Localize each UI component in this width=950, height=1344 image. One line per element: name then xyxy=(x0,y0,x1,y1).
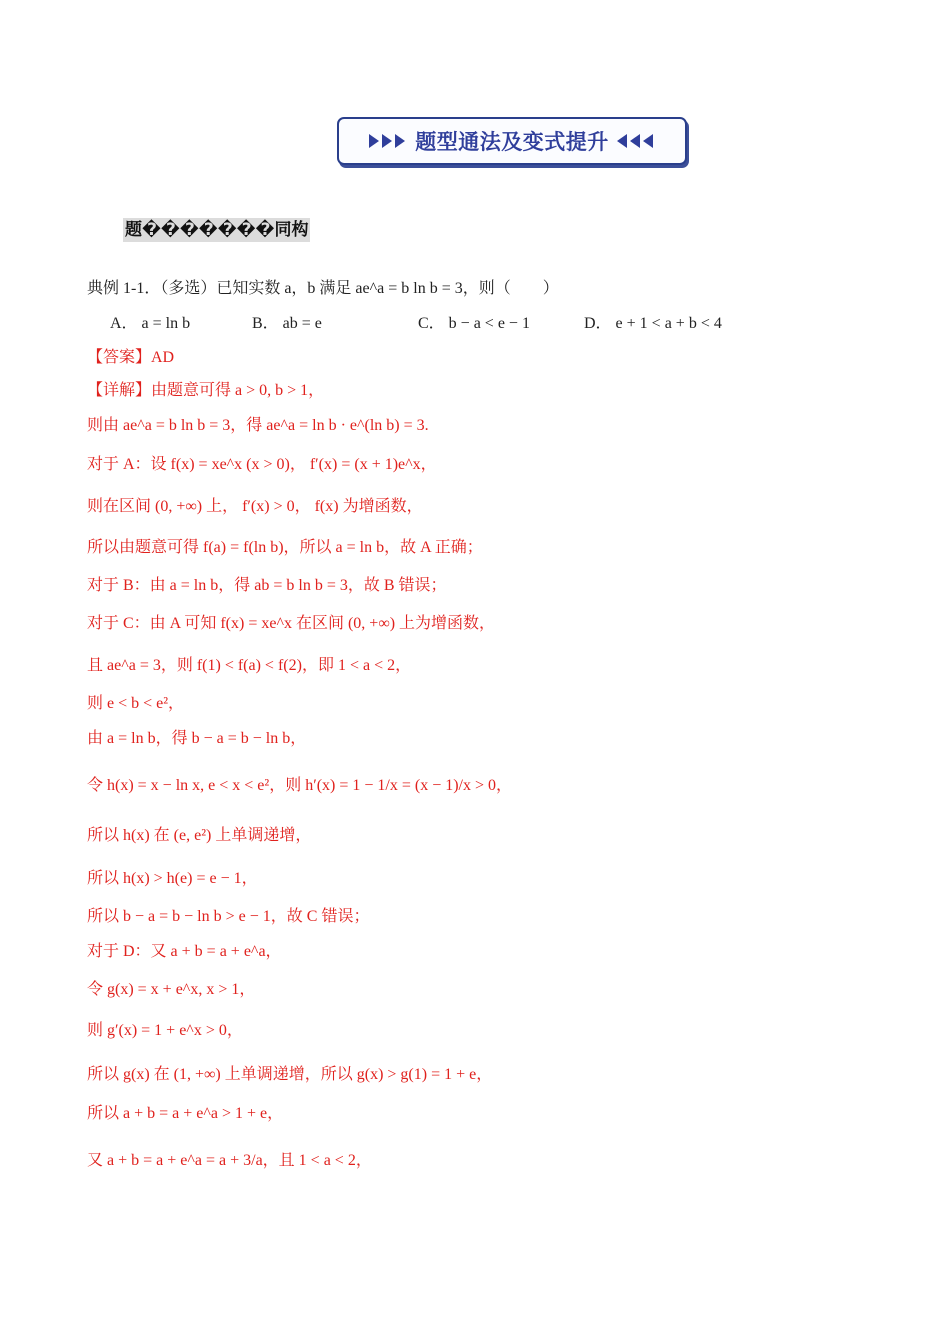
option-b: B． ab = e xyxy=(252,315,322,332)
solution-line: 则由 ae^a = b ln b = 3，得 ae^a = ln b · e^(ln b) = 3. xyxy=(87,417,429,434)
section-banner xyxy=(337,117,687,165)
banner-title: 题型通法及变式提升 xyxy=(415,130,609,154)
solution-line: 所以 g(x) 在 (1, +∞) 上单调递增，所以 g(x) > g(1) = 1 + e， xyxy=(87,1066,493,1083)
solution-line: 由 a = ln b，得 b − a = b − ln b， xyxy=(87,730,307,747)
answer-line: 【答案】AD xyxy=(87,349,175,366)
solution-line: 又 a + b = a + e^a = a + 3/a，且 1 < a < 2， xyxy=(87,1152,372,1169)
option-c: C． b − a < e − 1 xyxy=(418,315,530,332)
solution-line: 则 e < b < e²， xyxy=(87,695,185,712)
solution-line: 所以 h(x) 在 (e, e²) 上单调递增， xyxy=(87,827,312,844)
option-a: A． a = ln b xyxy=(110,315,191,332)
solution-line: 则在区间 (0, +∞) 上， f′(x) > 0， f(x) 为增函数， xyxy=(87,498,423,515)
solution-line: 对于 C：由 A 可知 f(x) = xe^x 在区间 (0, +∞) 上为增函数， xyxy=(87,615,496,632)
solution-line: 则 g′(x) = 1 + e^x > 0， xyxy=(87,1022,243,1039)
solution-line: 对于 A：设 f(x) = xe^x (x > 0)， f′(x) = (x + 1)e^x， xyxy=(87,456,437,473)
solution-line: 令 h(x) = x − ln x, e < x < e²，则 h′(x) = 1 − 1/x = (x − 1)/x > 0， xyxy=(87,777,513,794)
right-arrows-icon xyxy=(369,133,407,149)
solution-line: 【详解】由题意可得 a > 0, b > 1， xyxy=(87,382,325,399)
left-arrows-icon xyxy=(617,133,655,149)
problem-stem: 典例 1-1．（多选）已知实数 a，b 满足 ae^a = b ln b = 3，则（ ） xyxy=(87,280,559,297)
option-d: D． e + 1 < a + b < 4 xyxy=(584,315,722,332)
solution-line: 对于 B：由 a = ln b，得 ab = b ln b = 3，故 B 错误； xyxy=(87,577,447,594)
solution-line: 所以由题意可得 f(a) = f(ln b)，所以 a = ln b，故 A 正确； xyxy=(87,539,483,556)
solution-line: 所以 b − a = b − ln b > e − 1，故 C 错误； xyxy=(87,908,370,925)
solution-line: 对于 D：又 a + b = a + e^a， xyxy=(87,943,282,960)
section-title: 题�������同构 xyxy=(125,220,309,240)
solution-line: 令 g(x) = x + e^x, x > 1， xyxy=(87,981,256,998)
solution-line: 且 ae^a = 3，则 f(1) < f(a) < f(2)，即 1 < a < 2， xyxy=(87,657,412,674)
solution-line: 所以 h(x) > h(e) = e − 1， xyxy=(87,870,258,887)
solution-line: 所以 a + b = a + e^a > 1 + e， xyxy=(87,1105,284,1122)
